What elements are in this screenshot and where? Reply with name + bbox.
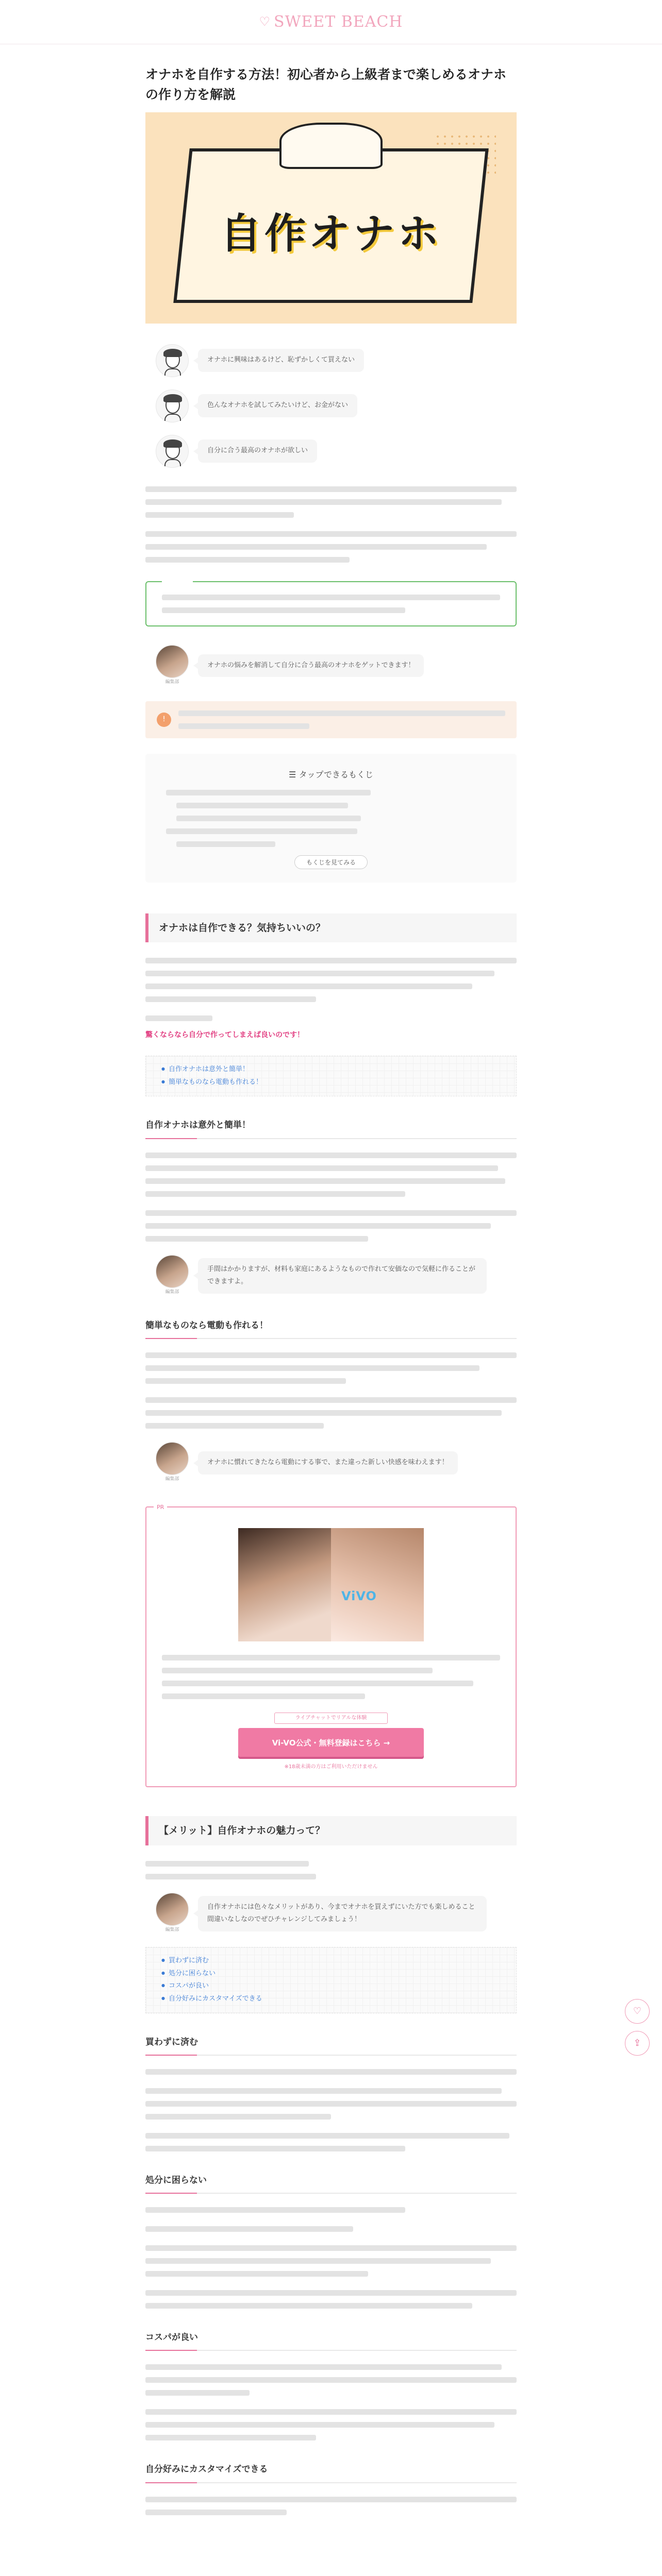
- ad-note: ※18歳未満の方はご利用いただけません: [284, 1764, 378, 1770]
- article: [145, 44, 517, 2553]
- ad-image[interactable]: [238, 1528, 424, 1641]
- site-header: [0, 0, 662, 44]
- avatar: [156, 645, 189, 678]
- subsection-heading: 処分に困らない: [145, 2172, 517, 2194]
- subsection-heading: 自分好みにカスタマイズできる: [145, 2461, 517, 2483]
- section-text: [145, 1861, 517, 1879]
- chat-bubble: オナホの悩みを解消して自分に合う最高のオナホをゲットできます！: [198, 654, 424, 677]
- subsection-heading: 自作オナホは意外と簡単！: [145, 1117, 517, 1139]
- avatar: [156, 344, 189, 377]
- info-box: [145, 701, 517, 738]
- info-icon: !: [157, 713, 171, 727]
- avatar: [156, 435, 189, 468]
- ad-label: PR: [154, 1502, 167, 1513]
- chat-bubble: 色んなオナホを試してみたいけど、お金がない: [198, 394, 357, 417]
- logo-text: SWEET BEACH: [274, 13, 403, 31]
- section-heading: 【メリット】自作オナホの魅力って？: [145, 1816, 517, 1845]
- subsection-heading: 簡単なものなら電動も作れる！: [145, 1317, 517, 1339]
- hero-tissue: [279, 123, 383, 169]
- anchor-link[interactable]: ● 処分に困らない: [161, 1968, 501, 1980]
- heart-icon: ♡: [259, 14, 271, 29]
- section-text: [145, 1153, 517, 1242]
- author-name: 編集部: [165, 679, 179, 685]
- author-name: 編集部: [165, 1477, 179, 1482]
- list-icon: ☰: [289, 769, 299, 779]
- chat-bubble: オナホに慣れてきたなら電動にする事で、また違った新しい快感を味わえます！: [198, 1451, 458, 1475]
- section-text: [145, 2364, 517, 2441]
- summary-box: [145, 581, 517, 626]
- brand-logo: ViVO: [341, 1589, 377, 1604]
- side-share-button[interactable]: [625, 2031, 650, 2056]
- chat-bubble: 手間はかかりますが、材料も家庭にあるようなもので作れて安価なので気軽に作ることができますよ。: [198, 1258, 487, 1294]
- share-icon: ⇪: [633, 2037, 641, 2048]
- chat-bubble: 自分に合う最高のオナホが欲しい: [198, 439, 317, 463]
- table-of-contents: [145, 754, 517, 883]
- chat-bubble: 自作オナホには色々なメリットがあり、今までオナホを買えずにいた方でも楽しめること間違いなしなのでぜひチャレンジしてみましょう！: [198, 1896, 487, 1931]
- page-title: オナホを自作する方法！初心者から上級者まで楽しめるオナホの作り方を解説: [145, 67, 507, 102]
- anchor-link[interactable]: ● 自作オナホは意外と簡単！: [161, 1063, 501, 1076]
- anchor-list: [145, 1947, 517, 2013]
- cta-label: ライブチャットでリアルな体験: [274, 1713, 388, 1724]
- section-text: [145, 2207, 517, 2309]
- avatar: [156, 1442, 189, 1475]
- hero-image: [145, 112, 517, 324]
- subsection-heading: コスパが良い: [145, 2329, 517, 2351]
- intro-chat: [156, 435, 517, 468]
- toc-title: ☰ タップできるもくじ: [289, 769, 373, 779]
- avatar: [156, 1255, 189, 1288]
- section-text: [145, 958, 517, 1021]
- subsection-heading: 買わずに済む: [145, 2034, 517, 2056]
- site-logo[interactable]: [259, 7, 403, 37]
- toc-expand-button[interactable]: もくじを見てみる: [294, 855, 368, 869]
- anchor-link[interactable]: ● 自分好みにカスタマイズできる: [161, 1993, 501, 2006]
- section-text: [145, 2497, 517, 2515]
- section-text: [145, 2069, 517, 2151]
- anchor-link[interactable]: ● コスパが良い: [161, 1980, 501, 1993]
- chat-bubble: オナホに興味はあるけど、恥ずかしくて買えない: [198, 349, 364, 372]
- author-chat: [156, 645, 517, 687]
- anchor-link[interactable]: ● 簡単なものなら電動も作れる！: [161, 1076, 501, 1089]
- author-name: 編集部: [165, 1289, 179, 1295]
- anchor-list: [145, 1056, 517, 1096]
- author-chat: [156, 1255, 517, 1297]
- avatar: [156, 1893, 189, 1926]
- intro-text: [145, 486, 517, 563]
- ad-box: [145, 1506, 517, 1787]
- section-heading: オナホは自作できる？気持ちいいの？: [145, 913, 517, 943]
- anchor-link[interactable]: ● 買わずに済む: [161, 1955, 501, 1968]
- author-name: 編集部: [165, 1927, 179, 1933]
- heart-icon: ♡: [633, 2005, 642, 2016]
- hero-title: 自作オナホ: [220, 209, 442, 258]
- intro-chat: [156, 389, 517, 422]
- side-heart-button[interactable]: [625, 1999, 650, 2024]
- section-text: [145, 1352, 517, 1429]
- author-chat: [156, 1893, 517, 1935]
- emphasis-text: 驚くならなら自分で作ってしまえば良いのです！: [145, 1031, 304, 1040]
- avatar: [156, 389, 189, 422]
- intro-chat: [156, 344, 517, 377]
- register-button[interactable]: Vi-VO公式・無料登録はこちら →: [238, 1728, 424, 1757]
- author-chat: [156, 1442, 517, 1484]
